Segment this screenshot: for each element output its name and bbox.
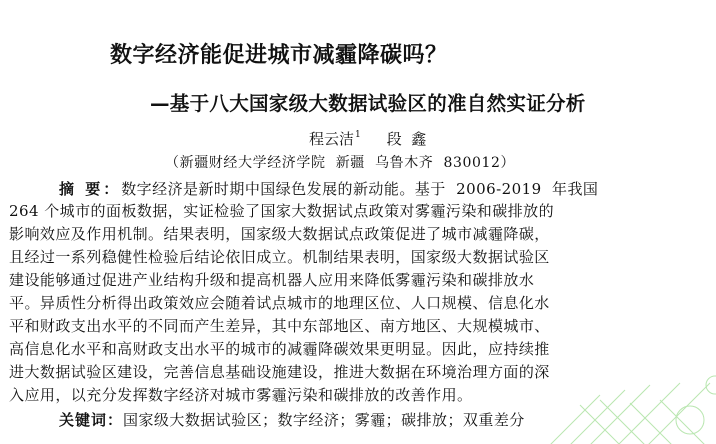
abstract-line: 264 个城市的面板数据，实证检验了国家大数据试点政策对雾霾污染和碳排放的 <box>9 202 555 220</box>
abstract-line: 影响效应及作用机制。结果表明，国家级大数据试点政策促进了城市减霾降碳， <box>9 225 550 243</box>
abstract-line: 进大数据试验区建设，完善信息基础设施建设，推进大数据在环境治理方面的深 <box>9 363 550 381</box>
author-name-2: 段 鑫 <box>386 130 427 148</box>
author-line <box>309 128 426 149</box>
author-name-1: 程云洁 <box>309 130 355 148</box>
abstract-line <box>59 178 699 199</box>
affiliation: （新疆财经大学经济学院 新疆 乌鲁木齐 830012） <box>165 155 516 171</box>
abstract-line: 入应用，以充分发挥数字经济对城市雾霾污染和碳排放的改善作用。 <box>9 386 473 404</box>
keywords-text: 国家级大数据试验区；数字经济；雾霾；碳排放；双重差分 <box>123 411 525 429</box>
keywords-line <box>59 409 699 430</box>
abstract-line: 建设能够通过促进产业结构升级和提高机器人应用来降低雾霾污染和碳排放水 <box>9 271 535 289</box>
author-footnote-mark: 1 <box>355 130 361 140</box>
abstract-line: 高信息化水平和高财政支出水平的城市的减霾降碳效果更明显。因此，应持续推 <box>9 340 550 358</box>
paper-subtitle: —基于八大国家级大数据试验区的准自然实证分析 <box>150 92 586 115</box>
abstract-text: 数字经济是新时期中国绿色发展的新动能。基于 2006-2019 年我国 <box>121 180 599 198</box>
abstract-line: 平和财政支出水平的不同而产生差异，其中东部地区、南方地区、大规模城市、 <box>9 317 550 335</box>
keywords-label: 关键词： <box>59 411 124 429</box>
abstract-line: 且经过一系列稳健性检验后结论依旧成立。机制结果表明，国家级大数据试验区 <box>9 248 550 266</box>
abstract-label: 摘 要： <box>59 180 122 198</box>
paper-title: 数字经济能促进城市减霾降碳吗？ <box>110 43 448 68</box>
abstract-line: 平。异质性分析得出政策效应会随着试点城市的地理区位、人口规模、信息化水 <box>9 294 550 312</box>
